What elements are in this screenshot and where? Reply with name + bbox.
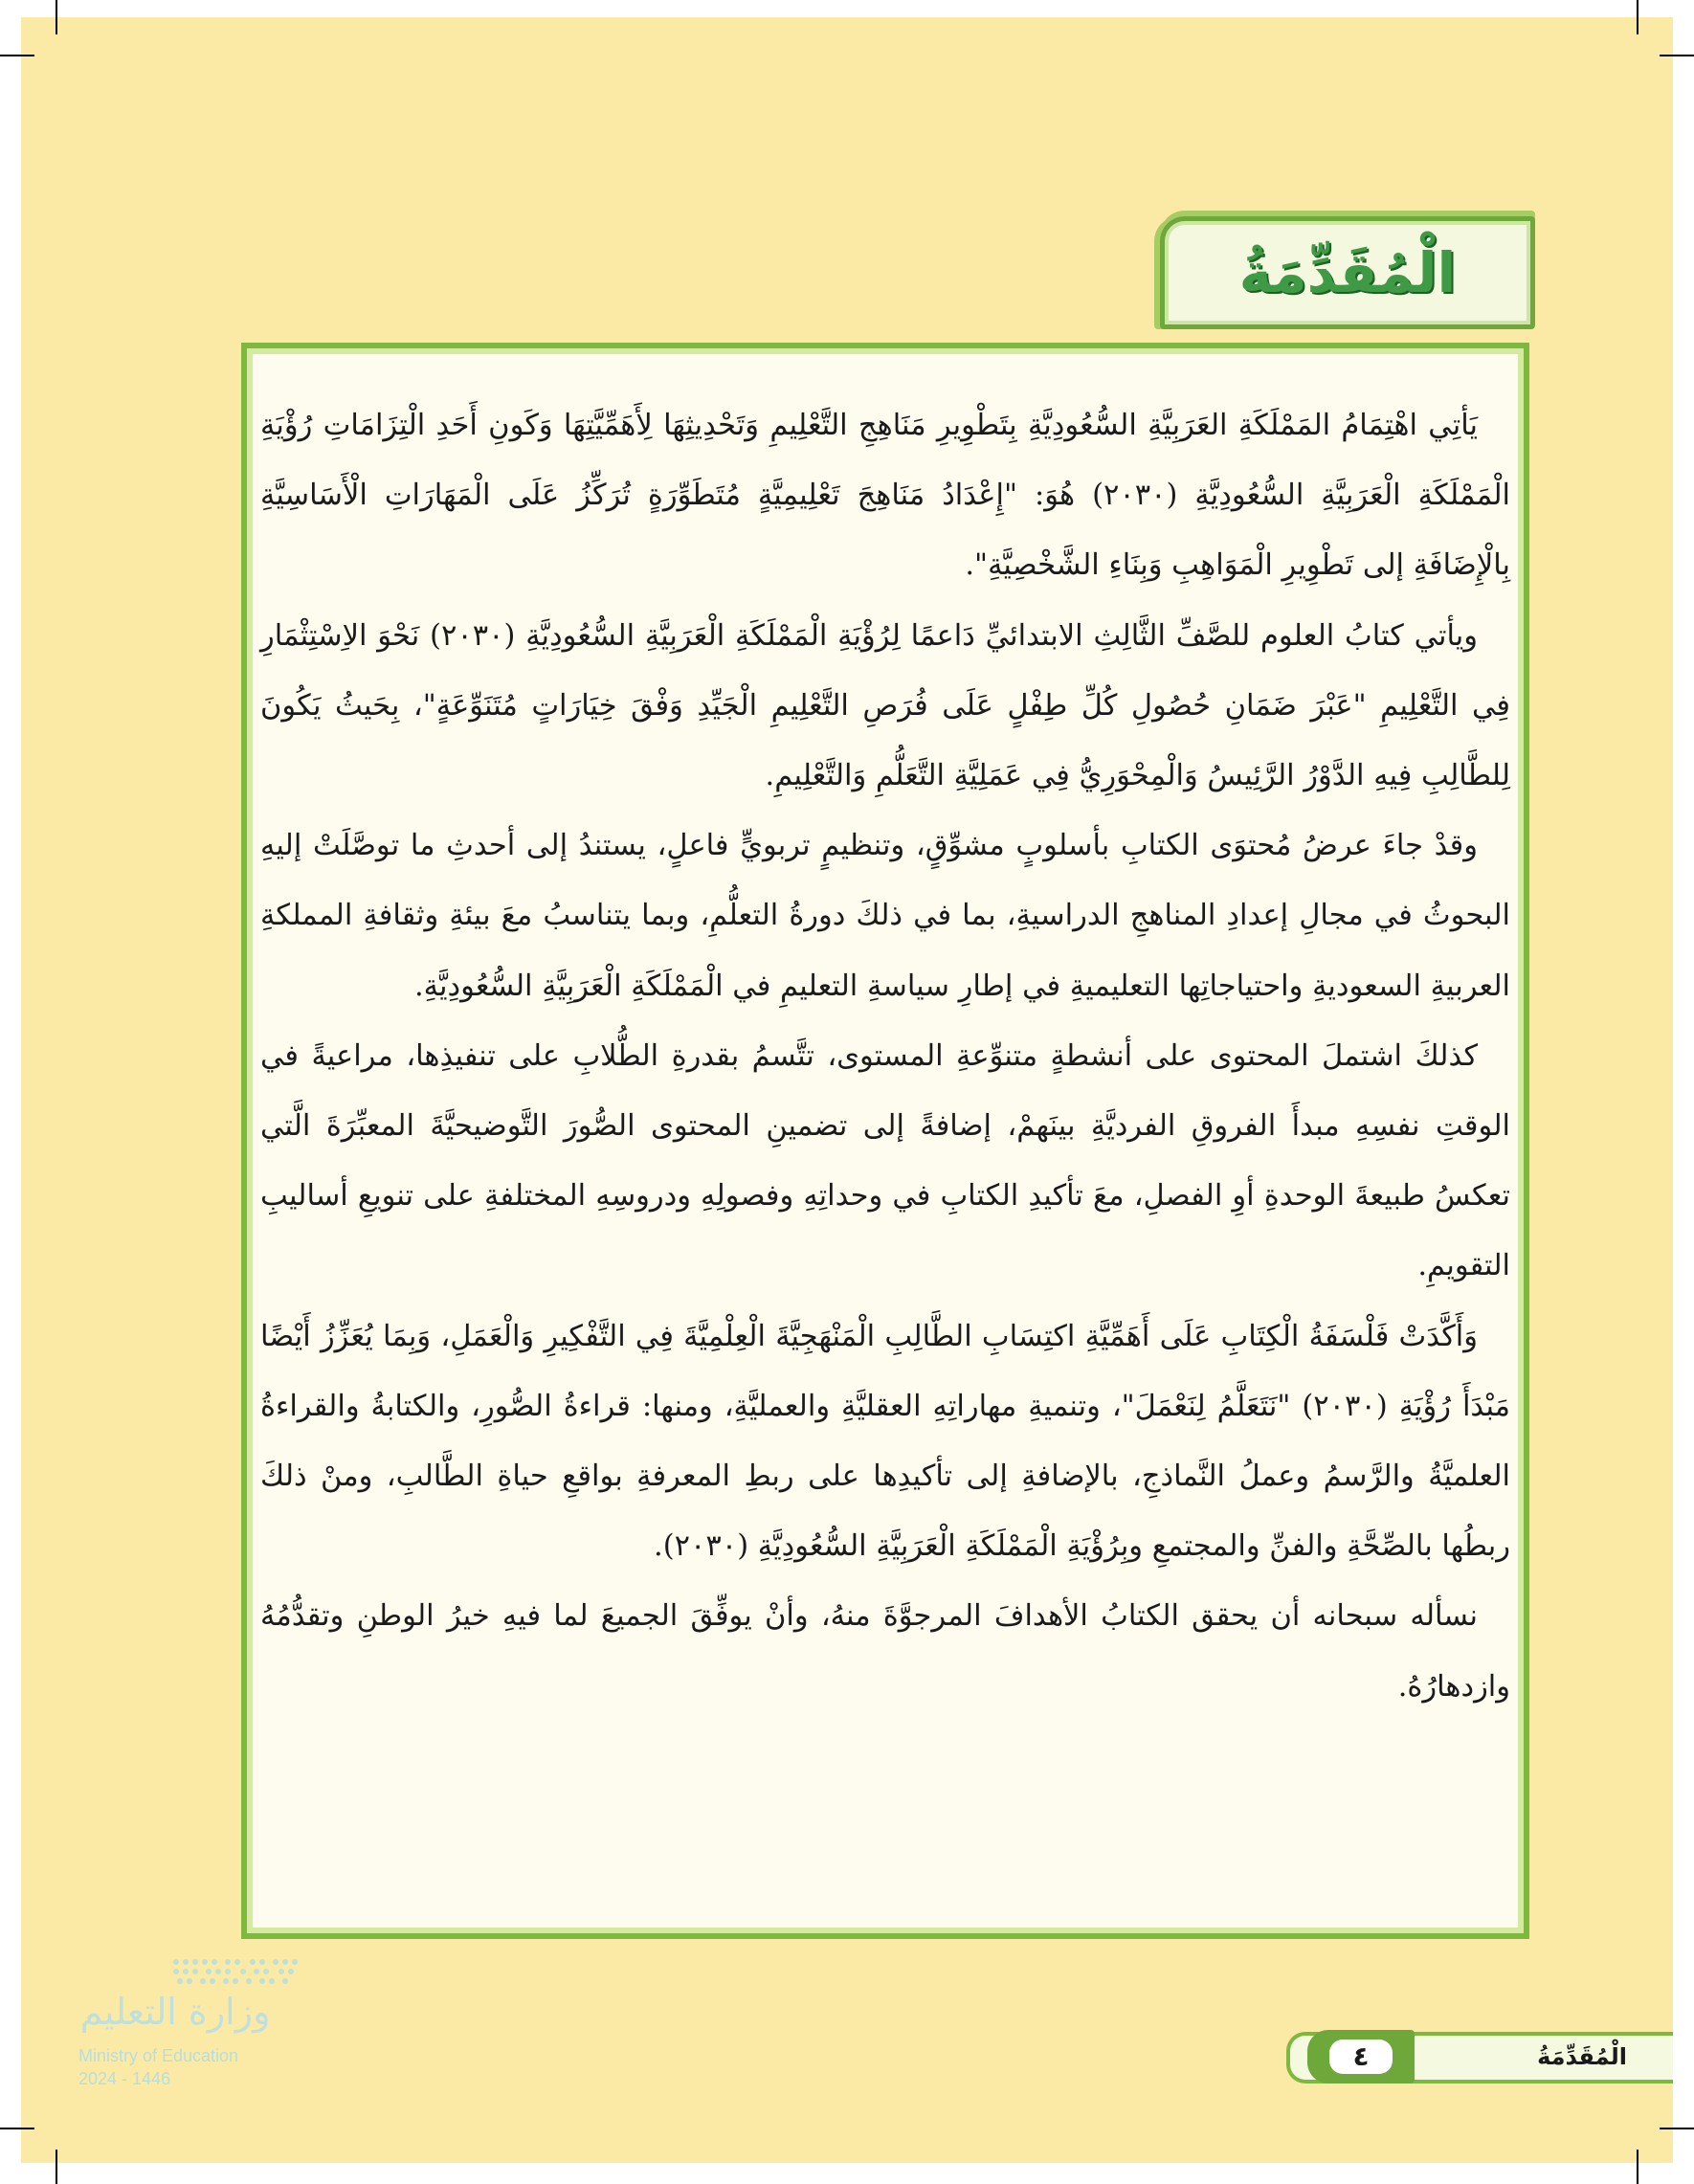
page-title: الْمُقَدِّمَةُ bbox=[1238, 240, 1457, 305]
paragraph: وقدْ جاءَ عرضُ مُحتوَى الكتابِ بأسلوبٍ مشوِّقٍ، وتنظيمٍ تربويٍّ فاعلٍ، يستندُ إلى أحدثِ ما توصَّلَتْ إليهِ البحوثُ في مجالِ إعدادِ المناهجِ الدراسيةِ، بما في ذلكَ دورةُ التعلُّمِ، وبما يتناسبُ معَ بيئةِ وثقافةِ المملكةِ العربيةِ السعوديةِ واحتياجاتِها التعليميةِ في إطارِ سياسةِ التعليمِ في الْمَمْلَكَةِ الْعَرَبِيَّةِ السُّعُودِيَّةِ. bbox=[260, 829, 1510, 1003]
edition-year: 2024 - 1446 bbox=[78, 2069, 171, 2088]
paragraph: كذلكَ اشتملَ المحتوى على أنشطةٍ متنوِّعةِ المستوى، تتَّسمُ بقدرةِ الطُّلابِ على تنفيذِها، مراعيةً في الوقتِ نفسِهِ مبدأَ الفروقِ الفرديَّةِ بينَهمْ، إضافةً إلى تضمينِ المحتوى الصُّورَ التَّوضيحيَّةَ المعبِّرَةَ الَّتي تعكسُ طبيعةَ الوحدةِ أوِ الفصلِ، معَ تأكيدِ الكتابِ في وحداتِهِ وفصولِهِ ودروسِهِ المختلفةِ على تنويعِ أساليبِ التقويمِ. bbox=[260, 1038, 1510, 1283]
footer-section-label: الْمُقَدِّمَةُ bbox=[1537, 2043, 1627, 2070]
paragraph: نسأله سبحانه أن يحقق الكتابُ الأهدافَ المرجوَّةَ منهُ، وأنْ يوفِّقَ الجميعَ لما فيهِ خيرُ الوطنِ وتقدُّمُهُ وازدهارُهُ. bbox=[260, 1599, 1510, 1704]
crop-mark bbox=[0, 2128, 34, 2129]
page-number: ٤ bbox=[1329, 2039, 1392, 2074]
paragraph: يَأتِي اهْتِمَامُ المَمْلَكَةِ العَرَبِيَّةِ السُّعُودِيَّةِ بِتَطْوِيرِ مَنَاهِجِ التَّعْلِيمِ وَتَحْدِيثِهَا لِأَهَمِّيَّتِهَا وَكَونِ أَحَدِ الْتِزَامَاتِ رُؤْيَةِ الْمَمْلَكَةِ الْعَرَبِيَّةِ السُّعُودِيَّةِ (٢٠٣٠) هُوَ: "إِعْدَادُ مَنَاهِجَ تَعْلِيمِيَّةٍ مُتَطَوِّرَةٍ تُرَكِّزُ عَلَى الْمَهَارَاتِ الْأَسَاسِيَّةِ بِالْإِضَافَةِ إلى تَطْوِيرِ الْمَوَاهِبِ وَبِنَاءِ الشَّخْصِيَّةِ". bbox=[260, 409, 1510, 583]
page-title-box bbox=[1160, 216, 1535, 329]
crop-mark bbox=[56, 0, 57, 34]
crop-mark bbox=[1660, 2128, 1694, 2129]
crop-mark bbox=[1637, 2150, 1638, 2184]
page-footer-tab bbox=[1286, 2032, 1673, 2084]
crop-mark bbox=[1660, 55, 1694, 56]
paragraph: ويأتي كتابُ العلوم للصَّفِّ الثَّالِثِ الابتدائيِّ دَاعمًا لِرُؤْيَةِ الْمَمْلَكَةِ الْعَرَبِيَّةِ السُّعُودِيَّةِ (٢٠٣٠) نَحْوَ الاِسْتِثْمَارِ فِي التَّعْلِيمِ "عَبْرَ ضَمَانِ حُصُولِ كُلِّ طِفْلٍ عَلَى فُرَصِ التَّعْلِيمِ الْجَيِّدِ وَفْقَ خِيَارَاتٍ مُتَنَوِّعَةٍ"، بِحَيثُ يَكُونَ لِلطَّالِبِ فِيهِ الدَّوْرُ الرَّئِيسُ وَالْمِحْوَرِيُّ فِي عَمَلِيَّةِ التَّعَلُّمِ وَالتَّعْلِيمِ. bbox=[260, 618, 1510, 793]
ministry-logo bbox=[75, 1952, 362, 2125]
crop-mark bbox=[0, 55, 34, 56]
crop-mark bbox=[1637, 0, 1638, 34]
page-number-badge bbox=[1307, 2030, 1415, 2084]
crop-mark bbox=[56, 2150, 57, 2184]
ministry-name-arabic: وزارة التعليم bbox=[79, 1991, 271, 2033]
paragraph: وَأَكَّدَتْ فَلْسَفَةُ الْكِتَابِ عَلَى أَهَمِّيَّةِ اكتِسَابِ الطَّالِبِ الْمَنْهَجِيَّةَ الْعِلْمِيَّةَ فِي التَّفْكِيرِ وَالْعَمَلِ، وَبِمَا يُعَزِّزُ أَيْضًا مَبْدَأَ رُؤْيَةِ (٢٠٣٠) "نَتَعَلَّمُ لِنَعْمَلَ"، وتنميةِ مهاراتِهِ العقليَّةِ والعمليَّةِ، ومنها: قراءةُ الصُّورِ، والكتابةُ والقراءةُ العلميَّةُ والرَّسمُ وعملُ النَّماذجِ، بالإضافةِ إلى تأكيدِها على ربطِ المعرفةِ بواقعِ حياةِ الطَّالبِ، ومنْ ذلكَ ربطُها بالصِّحَّةِ والفنِّ والمجتمعِ وبِرُؤْيَةِ الْمَمْلَكَةِ الْعَرَبِيَّةِ السُّعُودِيَّةِ (٢٠٣٠). bbox=[260, 1319, 1510, 1564]
intro-text bbox=[260, 390, 1510, 1722]
ministry-name-english: Ministry of Education bbox=[78, 2046, 239, 2065]
logo-dots-icon bbox=[170, 1954, 343, 1993]
